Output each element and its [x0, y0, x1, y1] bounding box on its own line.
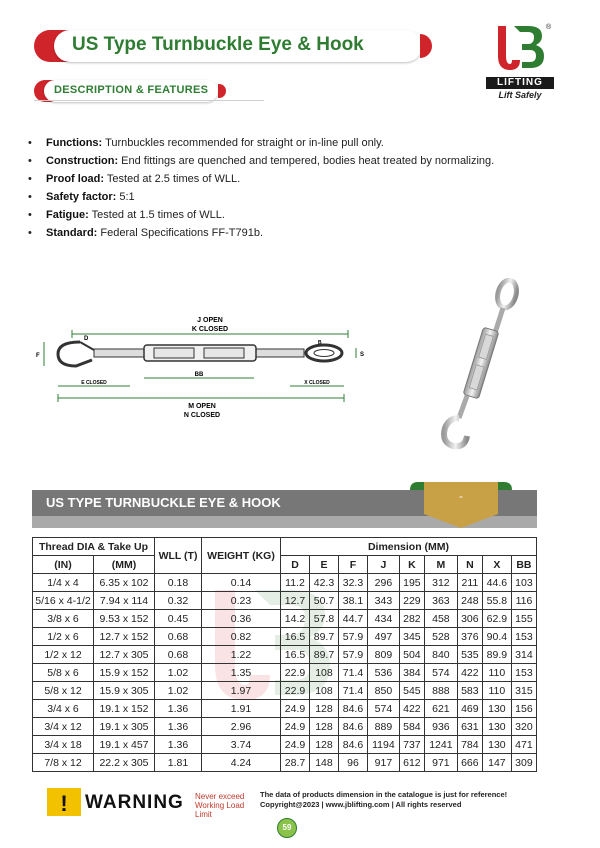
feature-item — [26, 225, 506, 241]
header-dim: M — [424, 556, 457, 574]
jb-logo-mark — [492, 22, 548, 74]
table-cell: 1.36 — [155, 736, 202, 754]
table-cell: 32.3 — [338, 574, 367, 592]
table-cell: 128 — [309, 736, 338, 754]
table-cell: 536 — [367, 664, 399, 682]
feature-text: End fittings are quenched and tempered, bodies heat treated by normalizing. — [118, 155, 495, 167]
table-cell: 784 — [457, 736, 482, 754]
table-cell: 130 — [482, 700, 511, 718]
table-cell: 50.7 — [309, 592, 338, 610]
table-cell: 320 — [511, 718, 536, 736]
table-cell: 737 — [399, 736, 424, 754]
table-cell: 621 — [424, 700, 457, 718]
feature-text: Federal Specifications FF-T791b. — [97, 227, 264, 239]
table-cell: 345 — [399, 628, 424, 646]
table-cell: 4.24 — [202, 754, 281, 772]
table-cell: 1.35 — [202, 664, 281, 682]
header-weight: WEIGHT (KG) — [202, 538, 281, 574]
table-cell: 504 — [399, 646, 424, 664]
table-cell: 55.8 — [482, 592, 511, 610]
table-row — [33, 736, 537, 754]
table-cell: 12.7 x 152 — [94, 628, 155, 646]
table-cell: 0.18 — [155, 574, 202, 592]
table-cell: 84.6 — [338, 700, 367, 718]
logo-brand: LIFTING — [486, 77, 554, 89]
table-cell: 3/8 x 6 — [33, 610, 94, 628]
table-row — [33, 610, 537, 628]
table-cell: 3/4 x 6 — [33, 700, 94, 718]
header-wll: WLL (T) — [155, 538, 202, 574]
bullet-icon: • — [28, 155, 32, 167]
table-cell: 1.91 — [202, 700, 281, 718]
table-cell: 71.4 — [338, 664, 367, 682]
table-cell: 7/8 x 12 — [33, 754, 94, 772]
table-row — [33, 754, 537, 772]
table-cell: 282 — [399, 610, 424, 628]
table-cell: 434 — [367, 610, 399, 628]
table-cell: 376 — [457, 628, 482, 646]
table-cell: 6.35 x 102 — [94, 574, 155, 592]
table-cell: 19.1 x 152 — [94, 700, 155, 718]
table-cell: 153 — [511, 664, 536, 682]
feature-item — [26, 153, 506, 169]
feature-item — [26, 171, 506, 187]
table-cell: 314 — [511, 646, 536, 664]
table-cell: 156 — [511, 700, 536, 718]
warning-symbol: ! — [60, 791, 68, 816]
feature-item — [26, 189, 506, 205]
label-f: F — [36, 353, 40, 359]
header-dim: F — [338, 556, 367, 574]
table-cell: 545 — [399, 682, 424, 700]
warning-badge — [47, 788, 247, 819]
table-cell: 343 — [367, 592, 399, 610]
title-banner — [34, 30, 432, 62]
disclaimer-line: The data of products dimension in the catalogue is just for reference! — [260, 790, 508, 799]
feature-item — [26, 207, 506, 223]
label-x-closed: X CLOSED — [304, 380, 330, 386]
table-cell: 2.96 — [202, 718, 281, 736]
table-cell: 22.9 — [281, 664, 310, 682]
table-cell: 1/4 x 4 — [33, 574, 94, 592]
table-cell: 384 — [399, 664, 424, 682]
disclaimer — [260, 790, 550, 810]
table-row — [33, 700, 537, 718]
logo-tagline: Lift Safely — [498, 90, 542, 100]
table-cell: 312 — [424, 574, 457, 592]
feature-label: Functions: — [46, 137, 103, 149]
table-cell: 57.8 — [309, 610, 338, 628]
title-banner-right-cap — [420, 34, 432, 58]
table-cell: 15.9 x 305 — [94, 682, 155, 700]
table-cell: 89.9 — [482, 646, 511, 664]
table-banner — [32, 488, 537, 532]
spec-table — [32, 537, 537, 772]
table-cell: 211 — [457, 574, 482, 592]
table-cell: 0.36 — [202, 610, 281, 628]
table-cell: 14.2 — [281, 610, 310, 628]
table-cell: 840 — [424, 646, 457, 664]
warning-note: Never exceed Working Load Limit — [195, 792, 245, 819]
table-cell: 535 — [457, 646, 482, 664]
header-mm: (MM) — [94, 556, 155, 574]
header-thread-group: Thread DIA & Take Up — [33, 538, 155, 556]
label-bb: BB — [194, 372, 204, 378]
table-cell: 5/8 x 6 — [33, 664, 94, 682]
table-cell: 1241 — [424, 736, 457, 754]
header-dim: D — [281, 556, 310, 574]
feature-label: Construction: — [46, 155, 119, 167]
table-cell: 5/16 x 4-1/2 — [33, 592, 94, 610]
table-cell: 422 — [457, 664, 482, 682]
feature-label: Proof load: — [46, 173, 105, 185]
table-cell: 11.2 — [281, 574, 310, 592]
table-cell: 130 — [482, 718, 511, 736]
table-row — [33, 646, 537, 664]
table-cell: 28.7 — [281, 754, 310, 772]
bullet-icon: • — [28, 191, 32, 203]
copyright-line: Copyright@2023 | www.jblifting.com | All rights reserved — [260, 800, 462, 809]
warning-triangle-icon — [47, 788, 81, 816]
table-cell: 889 — [367, 718, 399, 736]
table-cell: 22.2 x 305 — [94, 754, 155, 772]
table-cell: 248 — [457, 592, 482, 610]
section-title: DESCRIPTION & FEATURES — [54, 84, 209, 96]
table-cell: 71.4 — [338, 682, 367, 700]
dimension-diagram — [32, 310, 372, 422]
table-cell: 16.5 — [281, 628, 310, 646]
features-list — [26, 135, 506, 243]
table-cell: 84.6 — [338, 736, 367, 754]
table-cell: 24.9 — [281, 700, 310, 718]
feature-text: Tested at 2.5 times of WLL. — [104, 173, 241, 185]
table-cell: 888 — [424, 682, 457, 700]
label-e-closed: E CLOSED — [81, 380, 107, 386]
label-k-closed: K CLOSED — [191, 326, 229, 333]
table-cell: 89.7 — [309, 628, 338, 646]
section-banner-right-cap — [218, 84, 226, 98]
bullet-icon: • — [28, 173, 32, 185]
table-cell: 84.6 — [338, 718, 367, 736]
feature-label: Standard: — [46, 227, 98, 239]
table-cell: 96 — [338, 754, 367, 772]
table-row — [33, 628, 537, 646]
table-cell: 128 — [309, 700, 338, 718]
table-cell: 306 — [457, 610, 482, 628]
warning-word: WARNING — [85, 792, 184, 813]
section-divider — [34, 100, 264, 101]
table-tag-text: - — [459, 489, 463, 503]
table-cell: 147 — [482, 754, 511, 772]
table-cell: 44.6 — [482, 574, 511, 592]
table-cell: 19.1 x 457 — [94, 736, 155, 754]
table-cell: 7.94 x 114 — [94, 592, 155, 610]
table-cell: 936 — [424, 718, 457, 736]
table-cell: 148 — [309, 754, 338, 772]
table-cell: 24.9 — [281, 718, 310, 736]
bullet-icon: • — [28, 137, 32, 149]
table-cell: 0.45 — [155, 610, 202, 628]
table-cell: 3/4 x 18 — [33, 736, 94, 754]
table-cell: 42.3 — [309, 574, 338, 592]
label-n-closed: N CLOSED — [183, 412, 221, 419]
table-cell: 130 — [482, 736, 511, 754]
page-number: 59 — [277, 818, 297, 838]
company-logo — [486, 22, 556, 108]
table-cell: 15.9 x 152 — [94, 664, 155, 682]
page-title: US Type Turnbuckle Eye & Hook — [72, 34, 364, 55]
label-d: D — [84, 336, 89, 342]
product-photo — [415, 278, 530, 453]
table-cell: 1.22 — [202, 646, 281, 664]
header-dim: BB — [511, 556, 536, 574]
table-cell: 108 — [309, 682, 338, 700]
table-cell: 19.1 x 305 — [94, 718, 155, 736]
table-cell: 24.9 — [281, 736, 310, 754]
feature-label: Safety factor: — [46, 191, 117, 203]
table-cell: 1.02 — [155, 664, 202, 682]
table-cell: 315 — [511, 682, 536, 700]
table-cell: 497 — [367, 628, 399, 646]
table-cell: 1.36 — [155, 700, 202, 718]
table-cell: 44.7 — [338, 610, 367, 628]
table-cell: 9.53 x 152 — [94, 610, 155, 628]
table-cell: 1.97 — [202, 682, 281, 700]
table-cell: 296 — [367, 574, 399, 592]
table-cell: 309 — [511, 754, 536, 772]
table-cell: 0.82 — [202, 628, 281, 646]
table-cell: 528 — [424, 628, 457, 646]
table-cell: 1.36 — [155, 718, 202, 736]
table-cell: 1194 — [367, 736, 399, 754]
table-row — [33, 664, 537, 682]
header-in: (IN) — [33, 556, 94, 574]
table-cell: 110 — [482, 682, 511, 700]
table-cell: 583 — [457, 682, 482, 700]
table-cell: 574 — [424, 664, 457, 682]
table-cell: 16.5 — [281, 646, 310, 664]
header-dimension-group: Dimension (MM) — [281, 538, 537, 556]
table-cell: 5/8 x 12 — [33, 682, 94, 700]
table-cell: 574 — [367, 700, 399, 718]
table-cell: 89.7 — [309, 646, 338, 664]
bullet-icon: • — [28, 227, 32, 239]
feature-label: Fatigue: — [46, 209, 89, 221]
table-cell: 62.9 — [482, 610, 511, 628]
label-m-open: M OPEN — [188, 403, 216, 410]
table-cell: 1.02 — [155, 682, 202, 700]
table-cell: 0.68 — [155, 628, 202, 646]
table-cell: 1/2 x 6 — [33, 628, 94, 646]
table-cell: 110 — [482, 664, 511, 682]
table-cell: 917 — [367, 754, 399, 772]
table-cell: 458 — [424, 610, 457, 628]
table-cell: 0.32 — [155, 592, 202, 610]
table-subheader-row — [33, 556, 537, 574]
label-s: S — [360, 352, 365, 358]
header-dim: N — [457, 556, 482, 574]
bullet-icon: • — [28, 209, 32, 221]
table-header-row — [33, 538, 537, 556]
table-cell: 22.9 — [281, 682, 310, 700]
table-cell: 103 — [511, 574, 536, 592]
table-row — [33, 682, 537, 700]
table-row — [33, 592, 537, 610]
table-cell: 469 — [457, 700, 482, 718]
registered-mark: ® — [546, 24, 552, 31]
table-banner-tag — [410, 480, 512, 530]
section-banner — [34, 80, 226, 102]
header-dim: E — [309, 556, 338, 574]
table-cell: 631 — [457, 718, 482, 736]
table-row — [33, 574, 537, 592]
header-dim: K — [399, 556, 424, 574]
table-cell: 90.4 — [482, 628, 511, 646]
table-cell: 229 — [399, 592, 424, 610]
table-cell: 0.23 — [202, 592, 281, 610]
feature-text: 5:1 — [116, 191, 135, 203]
table-cell: 108 — [309, 664, 338, 682]
table-cell: 38.1 — [338, 592, 367, 610]
table-cell: 1/2 x 12 — [33, 646, 94, 664]
table-cell: 1.81 — [155, 754, 202, 772]
label-b: B — [318, 340, 322, 346]
table-cell: 57.9 — [338, 628, 367, 646]
label-j-open: J OPEN — [197, 317, 223, 324]
header-dim: X — [482, 556, 511, 574]
table-cell: 363 — [424, 592, 457, 610]
table-body — [33, 574, 537, 772]
feature-item — [26, 135, 506, 151]
table-cell: 422 — [399, 700, 424, 718]
table-cell: 471 — [511, 736, 536, 754]
table-title: US TYPE TURNBUCKLE EYE & HOOK — [46, 495, 281, 510]
table-cell: 971 — [424, 754, 457, 772]
table-cell: 12.7 x 305 — [94, 646, 155, 664]
table-cell: 195 — [399, 574, 424, 592]
table-cell: 0.68 — [155, 646, 202, 664]
table-cell: 850 — [367, 682, 399, 700]
feature-text: Turnbuckles recommended for straight or in-line pull only. — [102, 137, 384, 149]
table-cell: 0.14 — [202, 574, 281, 592]
header-dim: J — [367, 556, 399, 574]
table-cell: 128 — [309, 718, 338, 736]
table-cell: 584 — [399, 718, 424, 736]
table-cell: 12.7 — [281, 592, 310, 610]
table-cell: 153 — [511, 628, 536, 646]
table-cell: 57.9 — [338, 646, 367, 664]
table-row — [33, 718, 537, 736]
feature-text: Tested at 1.5 times of WLL. — [88, 209, 225, 221]
table-cell: 3.74 — [202, 736, 281, 754]
table-cell: 155 — [511, 610, 536, 628]
table-cell: 809 — [367, 646, 399, 664]
table-cell: 116 — [511, 592, 536, 610]
table-cell: 3/4 x 12 — [33, 718, 94, 736]
table-cell: 666 — [457, 754, 482, 772]
table-cell: 612 — [399, 754, 424, 772]
